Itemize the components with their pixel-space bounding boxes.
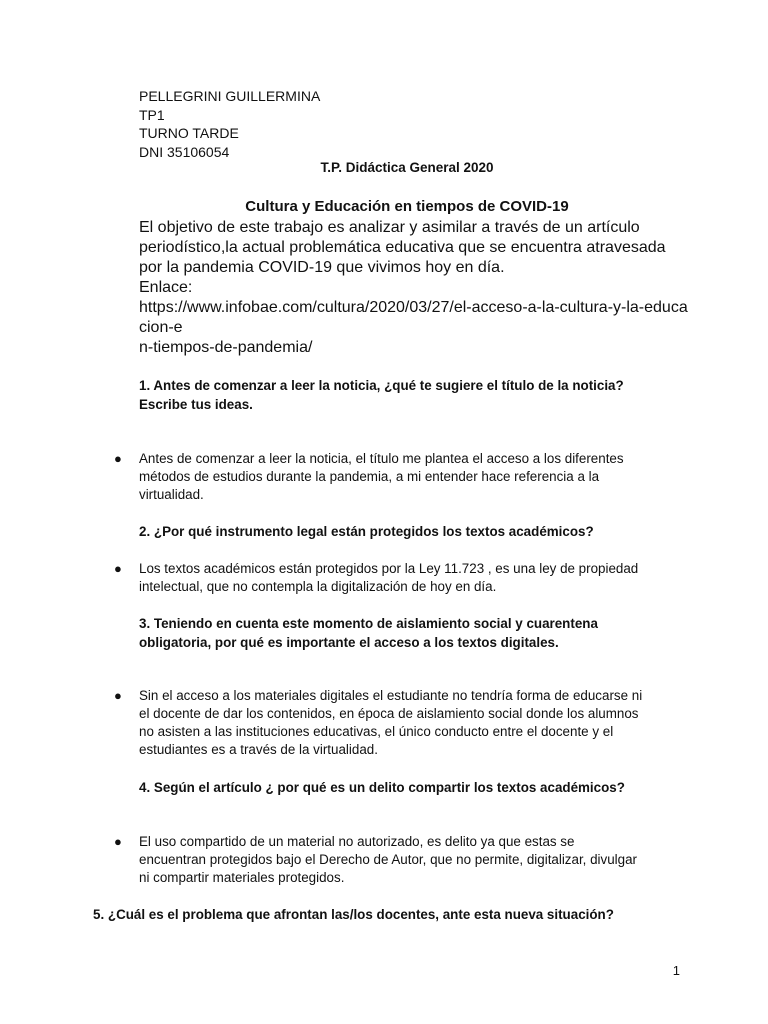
answer-1-line-1: Antes de comenzar a leer la noticia, el título me plantea el acceso a los diferentes (139, 451, 624, 466)
article-link-line-3: n-tiempos-de-pandemia/ (139, 339, 313, 356)
bullet-icon: ● (114, 688, 122, 703)
bullet-icon: ● (114, 834, 122, 849)
question-1-line-1: 1. Antes de comenzar a leer la noticia, ¿qué te sugiere el título de la noticia? (139, 378, 624, 393)
answer-3-line-4: estudiantes es a través de la virtualidad. (139, 742, 378, 757)
article-link-line-2: cion-e (139, 319, 183, 336)
document-title: T.P. Didáctica General 2020 (320, 160, 494, 175)
bullet-icon: ● (114, 451, 122, 466)
question-5: 5. ¿Cuál es el problema que afrontan las/los docentes, ante esta nueva situación? (93, 907, 614, 922)
answer-3-line-1: Sin el acceso a los materiales digitales el estudiante no tendría forma de educarse ni (139, 688, 643, 703)
article-link-line-1: https://www.infobae.com/cultura/2020/03/27/el-acceso-a-la-cultura-y-la-educa (139, 299, 688, 316)
answer-2-line-2: intelectual, que no contempla la digitalización de hoy en día. (139, 579, 497, 594)
intro-line-3: por la pandemia COVID-19 que vivimos hoy en día. (139, 259, 505, 276)
answer-2-line-1: Los textos académicos están protegidos por la Ley 11.723 , es una ley de propiedad (139, 561, 639, 576)
answer-3-line-2: el docente de dar los contenidos, en época de aislamiento social donde los alumnos (139, 706, 639, 721)
answer-1-line-3: virtualidad. (139, 487, 204, 502)
bullet-icon: ● (114, 561, 122, 576)
id-number: DNI 35106054 (139, 144, 230, 160)
student-name: PELLEGRINI GUILLERMINA (139, 88, 321, 104)
answer-1-line-2: métodos de estudios durante la pandemia, a mi entender hace referencia a la (139, 469, 600, 484)
answer-4-line-3: ni compartir materiales protegidos. (139, 870, 345, 885)
question-2: 2. ¿Por qué instrumento legal están protegidos los textos académicos? (139, 524, 594, 539)
assignment-code: TP1 (139, 107, 165, 123)
answer-4-line-1: El uso compartido de un material no autorizado, es delito ya que estas se (139, 834, 575, 849)
question-1-line-2: Escribe tus ideas. (139, 397, 253, 412)
link-label: Enlace: (139, 279, 193, 296)
question-3-line-2: obligatoria, por qué es importante el acceso a los textos digitales. (139, 635, 559, 650)
shift: TURNO TARDE (139, 125, 239, 141)
question-4: 4. Según el artículo ¿ por qué es un delito compartir los textos académicos? (139, 780, 625, 795)
question-3-line-1: 3. Teniendo en cuenta este momento de aislamiento social y cuarentena (139, 616, 598, 631)
document-subtitle: Cultura y Educación en tiempos de COVID-19 (245, 198, 569, 215)
intro-line-1: El objetivo de este trabajo es analizar y asimilar a través de un artículo (139, 219, 640, 236)
answer-3-line-3: no asisten a las instituciones educativas, el único conducto entre el docente y el (139, 724, 614, 739)
intro-line-2: periodístico,la actual problemática educativa que se encuentra atravesada (139, 239, 666, 256)
page-number: 1 (672, 963, 680, 978)
answer-4-line-2: encuentran protegidos bajo el Derecho de Autor, que no permite, digitalizar, divulgar (139, 852, 638, 867)
